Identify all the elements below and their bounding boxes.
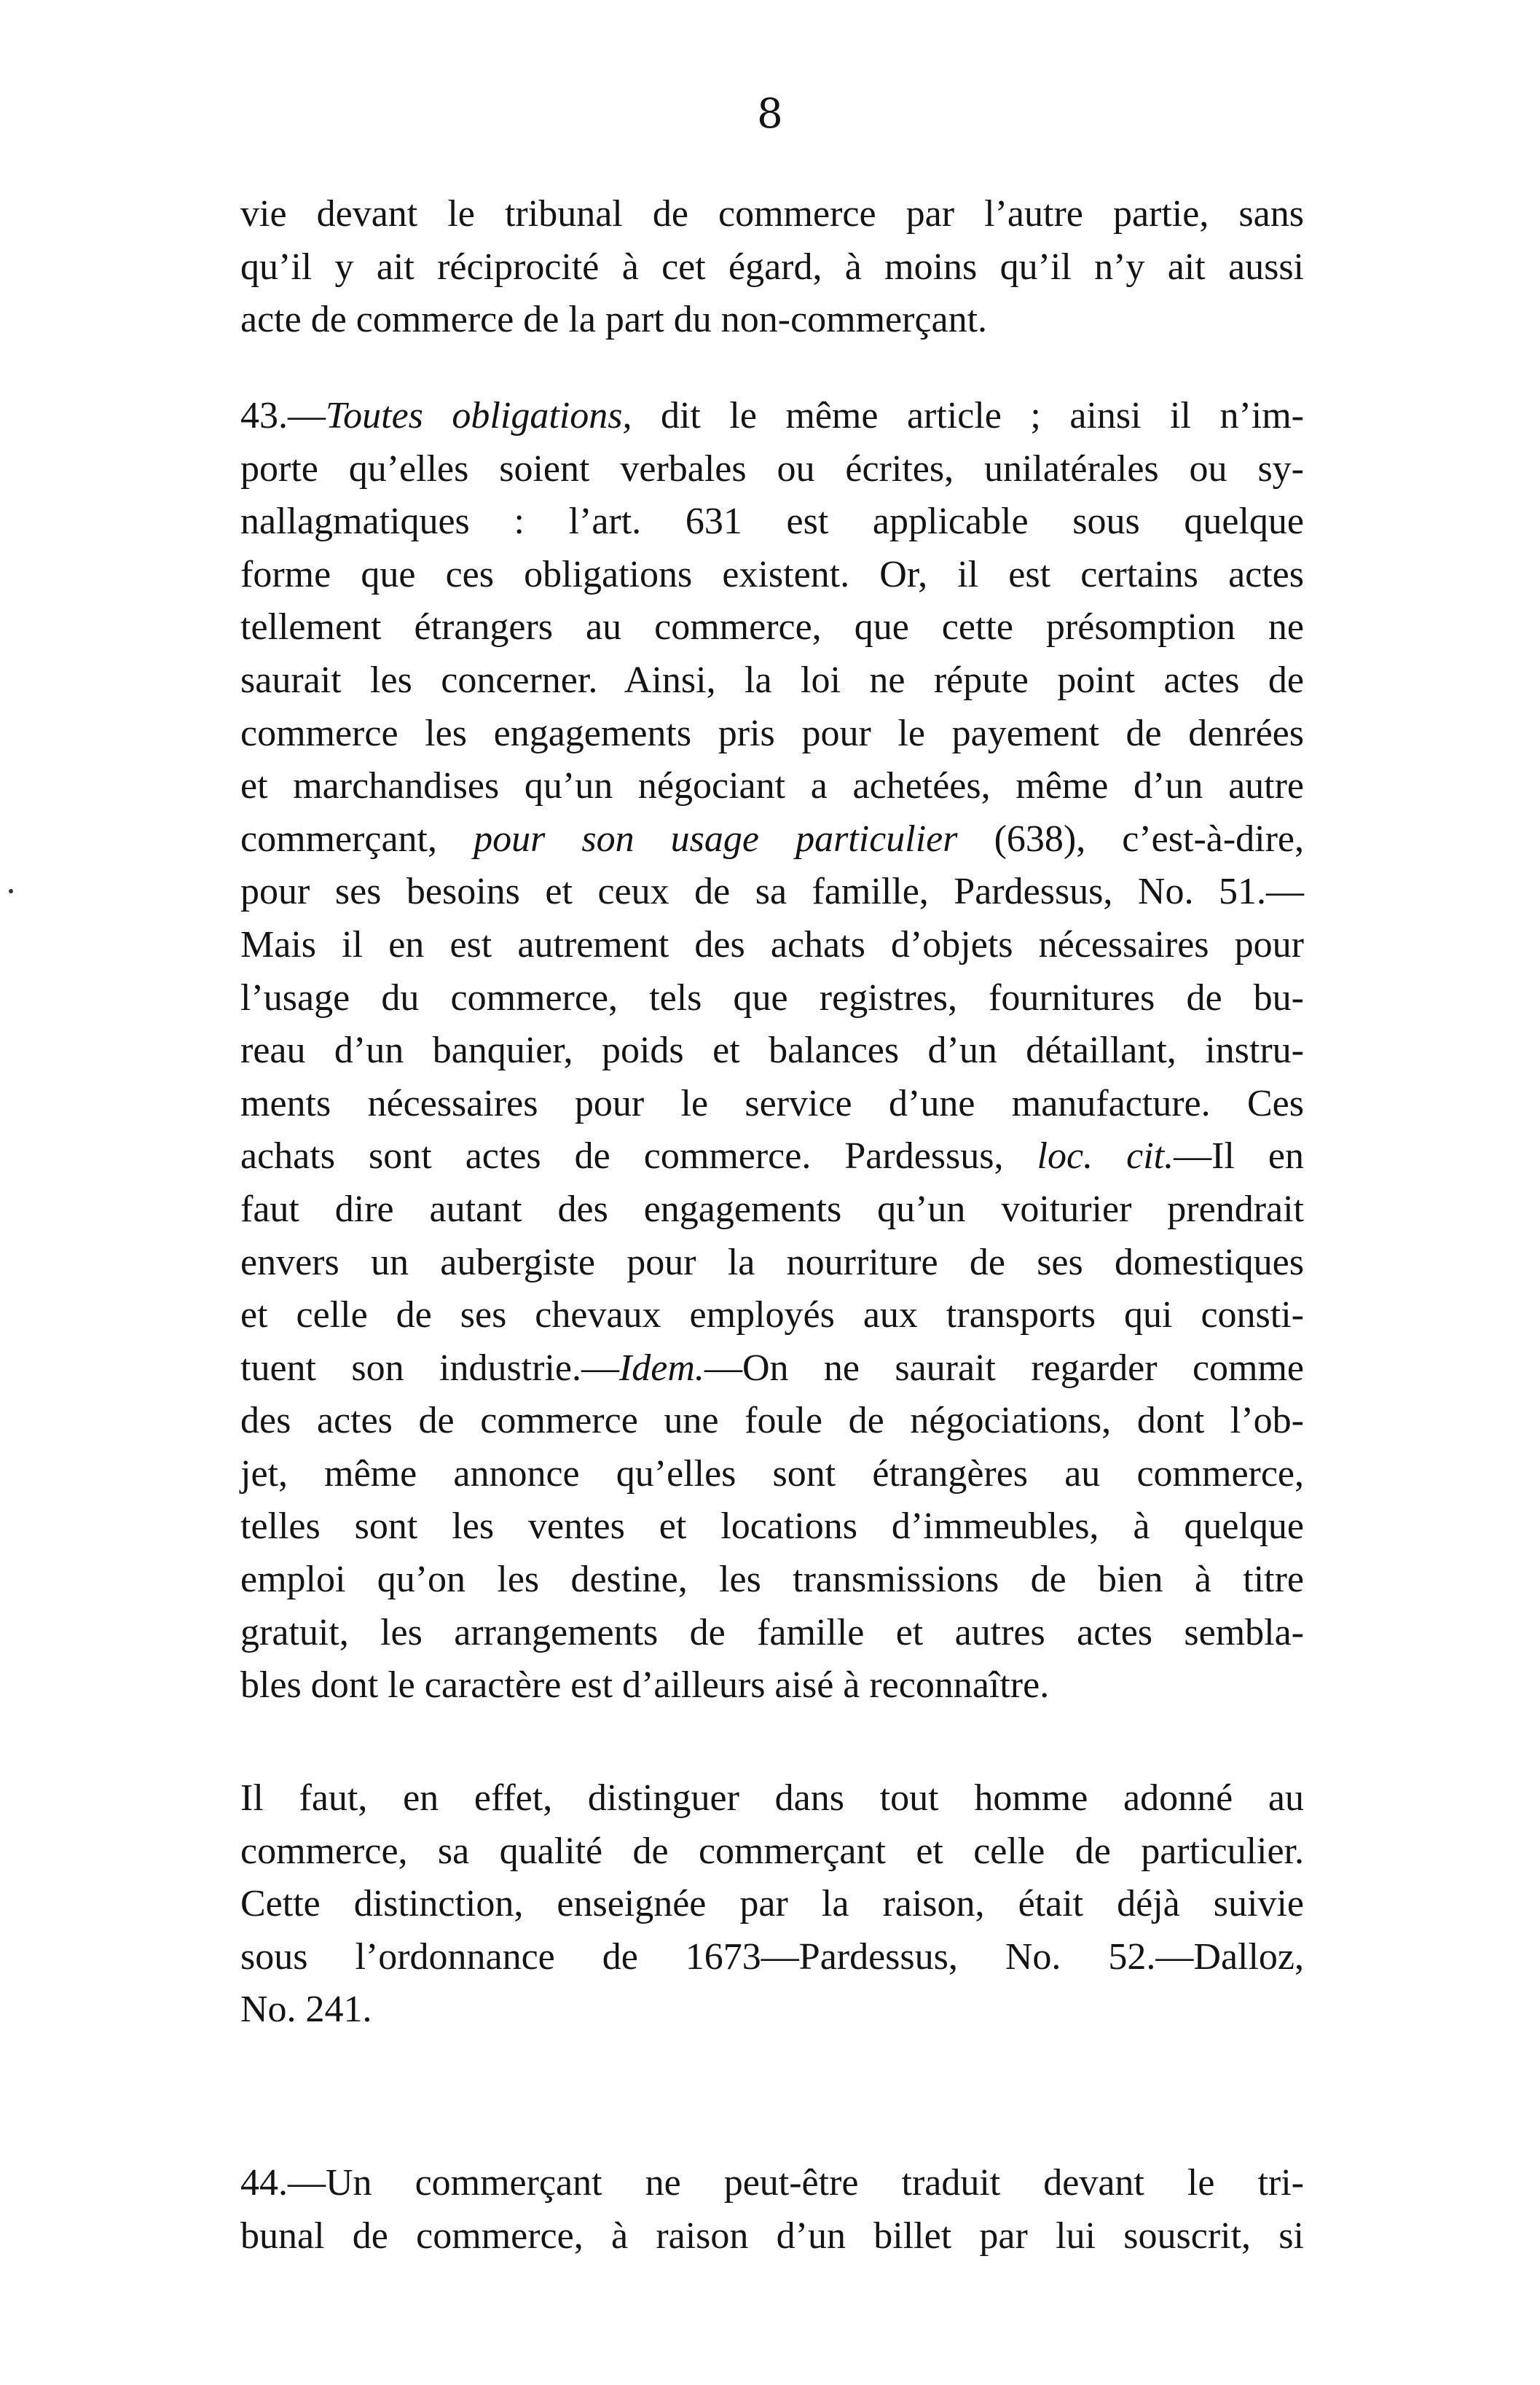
- text-line: forme que ces obligations existent. Or, il est certains actes: [240, 553, 1304, 595]
- paragraph-1: [240, 188, 1304, 347]
- italic-phrase: Toutes obligations,: [326, 395, 632, 436]
- text-line: et marchandises qu’un négociant a achetées, même d’un autre: [240, 765, 1304, 807]
- italic-phrase: pour son usage particulier: [474, 818, 958, 860]
- text-line: pour ses besoins et ceux de sa famille, Pardessus, No. 51.—: [240, 871, 1304, 913]
- text-line: envers un aubergiste pour la nourriture de ses domestiques: [240, 1241, 1304, 1283]
- text-line: 43.—Toutes obligations, dit le même article ; ainsi il n’im-: [240, 395, 1304, 436]
- text-line: vie devant le tribunal de commerce par l’autre partie, sans: [240, 193, 1304, 235]
- text-line: 44.—Un commerçant ne peut-être traduit devant le tri-: [240, 2162, 1304, 2204]
- text-line: No. 241.: [240, 1989, 372, 2031]
- margin-speck: [9, 889, 13, 893]
- paragraph-43: [240, 390, 1304, 1712]
- text-line: achats sont actes de commerce. Pardessus, loc. cit.—Il en: [240, 1135, 1305, 1178]
- text-line: nallagmatiques : l’art. 631 est applicable sous quelque: [240, 501, 1304, 543]
- text-line: commerce les engagements pris pour le payement de denrées: [240, 712, 1304, 754]
- text-line: qu’il y ait réciprocité à cet égard, à moins qu’il n’y ait aussi: [240, 246, 1304, 288]
- text-line: commerçant, pour son usage particulier (638), c’est-à-dire,: [240, 818, 1304, 860]
- paragraph-3: [240, 1772, 1304, 2037]
- text-line: saurait les concerner. Ainsi, la loi ne répute point actes de: [240, 659, 1304, 701]
- text-line: emploi qu’on les destine, les transmissions de bien à titre: [240, 1559, 1304, 1601]
- text-line: Cette distinction, enseignée par la raison, était déjà suivie: [240, 1883, 1304, 1925]
- text-line: des actes de commerce une foule de négociations, dont l’ob-: [240, 1400, 1304, 1442]
- paragraph-44: [240, 2157, 1304, 2263]
- text-line: telles sont les ventes et locations d’immeubles, à quelque: [240, 1505, 1304, 1548]
- text-line: reau d’un banquier, poids et balances d’un détaillant, instru-: [240, 1030, 1304, 1072]
- text-line: ments nécessaires pour le service d’une manufacture. Ces: [240, 1082, 1304, 1124]
- text-line: bunal de commerce, à raison d’un billet par lui souscrit, si: [240, 2214, 1304, 2257]
- text-line: sous l’ordonnance de 1673—Pardessus, No. 52.—Dalloz,: [240, 1935, 1304, 1978]
- text-line: porte qu’elles soient verbales ou écrites, unilatérales ou sy-: [240, 447, 1304, 490]
- text-line: faut dire autant des engagements qu’un voiturier prendrait: [240, 1188, 1304, 1230]
- text-line: bles dont le caractère est d’ailleurs aisé à reconnaître.: [240, 1664, 1050, 1707]
- text-line: l’usage du commerce, tels que registres, fournitures de bu-: [240, 976, 1304, 1019]
- text-line: commerce, sa qualité de commerçant et celle de particulier.: [240, 1830, 1304, 1872]
- text-line: Il faut, en effet, distinguer dans tout homme adonné au: [240, 1777, 1304, 1819]
- text-line: tuent son industrie.—Idem.—On ne saurait regarder comme: [240, 1347, 1305, 1389]
- text-line: tellement étrangers au commerce, que cette présomption ne: [240, 606, 1304, 649]
- text-line: et celle de ses chevaux employés aux transports qui consti-: [240, 1294, 1304, 1336]
- text-line: gratuit, les arrangements de famille et autres actes sembla-: [240, 1611, 1304, 1653]
- page-number: 8: [757, 90, 783, 138]
- text-line: Mais il en est autrement des achats d’objets nécessaires pour: [240, 923, 1304, 966]
- text-line: jet, même annonce qu’elles sont étrangères au commerce,: [240, 1452, 1304, 1495]
- text-line: acte de commerce de la part du non-commerçant.: [240, 299, 988, 341]
- italic-phrase: loc. cit.: [1037, 1135, 1174, 1178]
- italic-phrase: Idem.: [618, 1347, 704, 1389]
